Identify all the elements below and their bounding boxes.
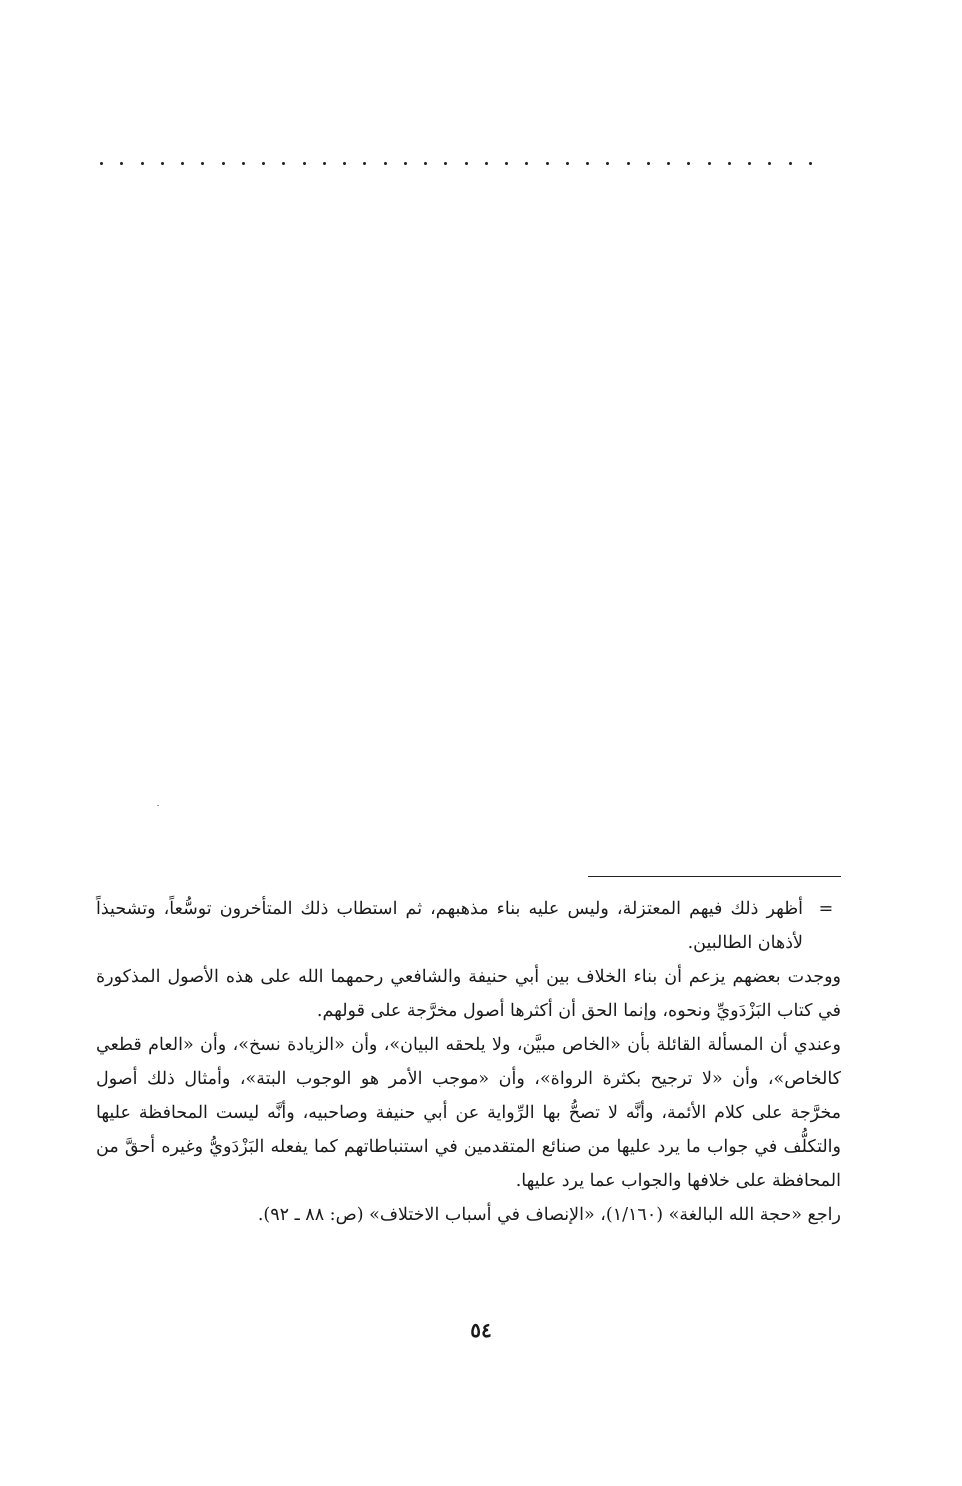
dot (120, 162, 123, 165)
dot (201, 162, 204, 165)
dot (262, 162, 265, 165)
dot (404, 162, 407, 165)
dot (343, 162, 346, 165)
footnote-paragraph (96, 892, 841, 960)
dot (323, 162, 326, 165)
dot (303, 162, 306, 165)
dot (444, 162, 447, 165)
dot (282, 162, 285, 165)
dot (606, 162, 609, 165)
dot (181, 162, 184, 165)
page-number: ٥٤ (470, 1318, 492, 1342)
dot (586, 162, 589, 165)
dot (789, 162, 792, 165)
footnote-paragraph: وعندي أن المسألة القائلة بأن «الخاص مبيَّن، ولا يلحقه البيان»، وأن «الزيادة نسخ»، وأن «العام قطعي كالخاص»، وأن «لا ترجيح بكثرة الرواة»، وأن «موجب الأمر هو الوجوب البتة»، وأمثال ذلك أصول مخرَّجة على كلام الأئمة، وأنَّه لا تصحُّ بها الرِّواية عن أبي حنيفة وصاحبيه، وأنَّه ليست المحافظة عليها والتكلُّف في جواب ما يرد عليها من صنائع المتقدمين في استنباطاتهم كما يفعله البَزْدَويُّ وغيره أحقَّ من المحافظة على خلافها والجواب عما يرد عليها. (96, 1035, 841, 1191)
dot (242, 162, 245, 165)
dot (728, 162, 731, 165)
dot (708, 162, 711, 165)
dot (485, 162, 488, 165)
dot (546, 162, 549, 165)
scan-speck (157, 805, 159, 806)
dot (141, 162, 144, 165)
footnote-reference: راجع «حجة الله البالغة» (١/١٦٠)، «الإنصاف في أسباب الاختلاف» (ص: ٨٨ ـ ٩٢). (257, 1205, 841, 1225)
dot (505, 162, 508, 165)
footnote-rule (588, 876, 841, 877)
dot (161, 162, 164, 165)
dot (627, 162, 630, 165)
footnote-block (96, 892, 841, 1232)
dot (384, 162, 387, 165)
dot (809, 162, 812, 165)
dot (424, 162, 427, 165)
ellipsis-separator (100, 148, 812, 178)
footnote-paragraph: ووجدت بعضهم يزعم أن بناء الخلاف بين أبي حنيفة والشافعي رحمهما الله على هذه الأصول المذكورة في كتاب البَزْدَويِّ ونحوه، وإنما الحق أن أكثرها أصول مخرَّجة على قولهم. (96, 967, 841, 1021)
dot (687, 162, 690, 165)
continuation-marker: = (818, 899, 834, 919)
dot (566, 162, 569, 165)
dot (525, 162, 528, 165)
dot (100, 162, 103, 165)
dot (465, 162, 468, 165)
dot (647, 162, 650, 165)
dot (768, 162, 771, 165)
footnote-text: أظهر ذلك فيهم المعتزلة، وليس عليه بناء مذهبهم، ثم استطاب ذلك المتأخرون توسُّعاً، وتشحيذاً لأذهان الطالبين. (96, 899, 803, 953)
dot (748, 162, 751, 165)
dot (667, 162, 670, 165)
dot (222, 162, 225, 165)
dot (363, 162, 366, 165)
